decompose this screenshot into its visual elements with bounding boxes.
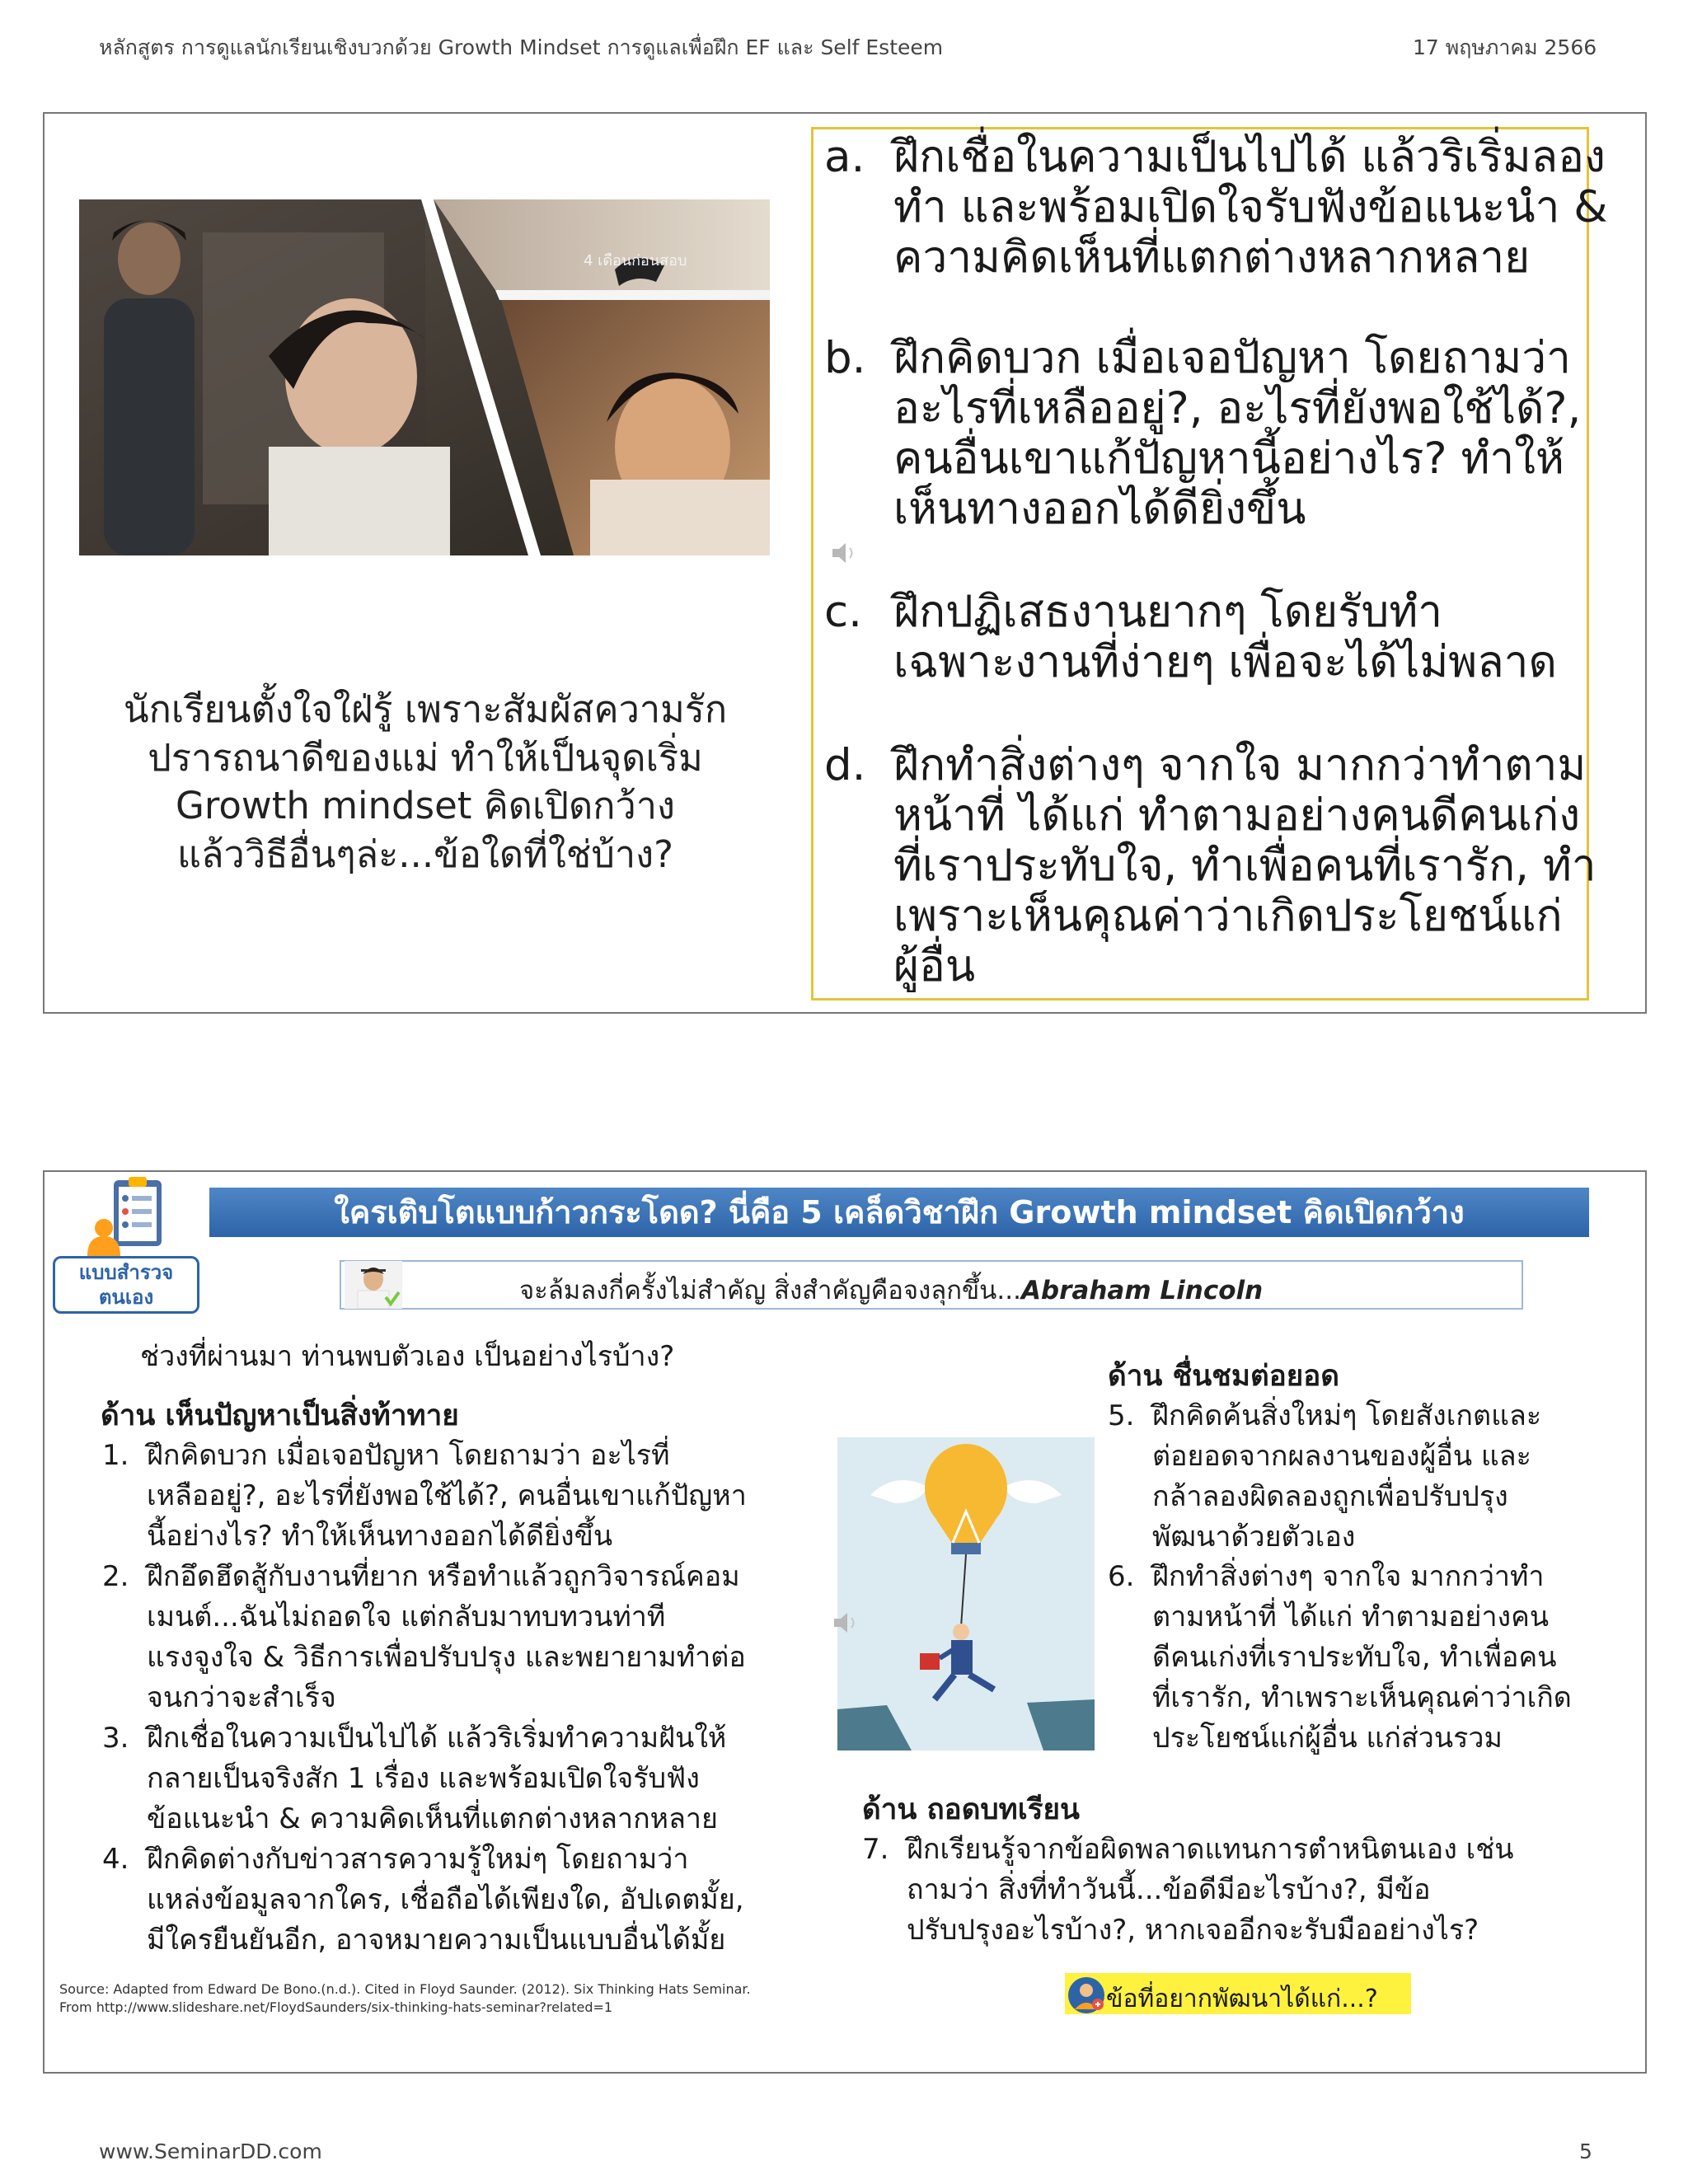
- quote-text: [519, 1269, 1263, 1310]
- item-3: [102, 1718, 844, 1840]
- item-number: 7.: [862, 1833, 889, 1866]
- item-line: ฝึกคิดบวก เมื่อเจอปัญหา โดยถามว่า อะไรที่: [147, 1439, 670, 1472]
- caption-line: นักเรียนตั้งใจใฝ่รู้ เพราะสัมผัสความรัก: [123, 687, 728, 731]
- intro-question: ช่วงที่ผ่านมา ท่านพบตัวเอง เป็นอย่างไรบ้าง?: [140, 1340, 675, 1373]
- item-line: ที่เรารัก, ทำเพราะเห็นคุณค่าว่าเกิด: [1152, 1681, 1572, 1714]
- option-label: b.: [824, 333, 866, 383]
- item-line: ฝึกคิดต่างกับข่าวสารความรู้ใหม่ๆ โดยถามว่า: [147, 1843, 689, 1876]
- item-line: จนกว่าจะสำเร็จ: [147, 1681, 336, 1714]
- item-line: ฝึกทำสิ่งต่างๆ จากใจ มากกว่าทำ: [1152, 1560, 1545, 1593]
- option-text: ที่เราประทับใจ, ทำเพื่อคนที่เรารัก, ทำ: [893, 841, 1597, 891]
- quote-author: Abraham Lincoln: [1020, 1276, 1264, 1305]
- option-text: คนอื่นเขาแก้ปัญหานี้อย่างไร? ทำให้: [893, 434, 1564, 484]
- option-text: เฉพาะงานที่ง่ายๆ เพื่อจะได้ไม่พลาด: [893, 637, 1557, 687]
- item-line: นี้อย่างไร? ทำให้เห็นทางออกได้ดียิ่งขึ้น: [147, 1520, 613, 1553]
- quote-body: จะล้มลงกี่ครั้งไม่สำคัญ สิ่งสำคัญคือจงลุกขึ้น...: [519, 1276, 1021, 1305]
- option-text: อะไรที่เหลืออยู่?, อะไรที่ยังพอใช้ได้?,: [893, 383, 1582, 434]
- header-date: 17 พฤษภาคม 2566: [1413, 35, 1597, 59]
- option-label: d.: [824, 740, 866, 790]
- option-text: เห็นทางออกได้ดียิ่งขึ้น: [893, 484, 1306, 534]
- option-text: ฝึกคิดบวก เมื่อเจอปัญหา โดยถามว่า: [893, 333, 1571, 383]
- video-collage-image: [79, 199, 770, 555]
- slide2-banner: ใครเติบโตแบบก้าวกระโดด? นี่คือ 5 เคล็ดวิชาฝึก Growth mindset คิดเปิดกว้าง: [209, 1188, 1589, 1237]
- page-number: 5: [1579, 2139, 1592, 2163]
- item-5: [1108, 1396, 1635, 1558]
- category-challenge: ด้าน เห็นปัญหาเป็นสิ่งท้าทาย: [101, 1399, 459, 1432]
- survey-label-line: ตนเอง: [98, 1286, 154, 1309]
- caption-line: Growth mindset คิดเปิดกว้าง: [176, 784, 675, 827]
- source-link[interactable]: From http://www.slideshare.net/FloydSaunders/six-thinking-hats-seminar?related=1: [59, 1999, 613, 2015]
- speaker-icon[interactable]: [832, 1610, 860, 1638]
- survey-label-line: แบบสำรวจ: [78, 1261, 174, 1284]
- item-number: 2.: [102, 1560, 129, 1593]
- person-avatar-icon: [1065, 1975, 1108, 2019]
- option-text: ผู้อื่น: [893, 941, 976, 991]
- item-line: แหล่งข้อมูลจากใคร, เชื่อถือได้เพียงใด, อัปเดตมั้ย,: [147, 1883, 744, 1916]
- option-text: เพราะเห็นคุณค่าว่าเกิดประโยชน์แก่: [893, 891, 1563, 941]
- item-line: ประโยชน์แก่ผู้อื่น แก่ส่วนรวม: [1152, 1722, 1503, 1755]
- option-label: c.: [824, 587, 862, 637]
- item-7: [862, 1830, 1637, 1951]
- item-line: กลายเป็นจริงสัก 1 เรื่อง และพร้อมเปิดใจรับฟัง: [147, 1762, 700, 1795]
- option-text: ฝึกปฏิเสธงานยากๆ โดยรับทำ: [893, 587, 1443, 637]
- option-label: a.: [824, 132, 865, 182]
- option-text: หน้าที่ ได้แก่ ทำตามอย่างคนดีคนเก่ง: [893, 790, 1581, 841]
- item-line: ต่อยอดจากผลงานของผู้อื่น และ: [1152, 1440, 1531, 1473]
- develop-prompt-text: ข้อที่อยากพัฒนาได้แก่...?: [1106, 1985, 1378, 2013]
- item-line: ข้อแนะนำ & ความคิดเห็นที่แตกต่างหลากหลาย: [147, 1802, 718, 1835]
- overlay-text: 4 เดือนก่อนสอบ: [584, 252, 687, 269]
- category-admire: ด้าน ชื่นชมต่อยอด: [1108, 1360, 1340, 1393]
- item-6: [1108, 1557, 1635, 1759]
- caption-line: ปรารถนาดีของแม่ ทำให้เป็นจุดเริ่ม: [148, 735, 703, 780]
- item-2: [102, 1557, 844, 1718]
- category-lesson: ด้าน ถอดบทเรียน: [862, 1793, 1080, 1826]
- source-citation: Source: Adapted from Edward De Bono.(n.d.). Cited in Floyd Saunder. (2012). Six Thinking Hats Seminar.: [59, 1981, 751, 1997]
- option-text: ฝึกเชื่อในความเป็นไปได้ แล้วริเริ่มลอง: [893, 132, 1606, 182]
- video-thumbnail[interactable]: [79, 199, 770, 555]
- option-text: ทำ และพร้อมเปิดใจรับฟังข้อแนะนำ &: [893, 182, 1608, 232]
- item-line: เหลืออยู่?, อะไรที่ยังพอใช้ได้?, คนอื่นเขาแก้ปัญหา: [147, 1479, 747, 1512]
- item-number: 5.: [1108, 1399, 1135, 1432]
- balloon-illustration: [837, 1437, 1095, 1750]
- item-line: มีใครยืนยันอีก, อาจหมายความเป็นแบบอื่นได้มั้ย: [147, 1924, 726, 1957]
- slide1-caption: [54, 686, 796, 879]
- item-1: [102, 1436, 844, 1557]
- item-line: ฝึกเรียนรู้จากข้อผิดพลาดแทนการตำหนิตนเอง เช่น: [907, 1833, 1514, 1866]
- item-4: [102, 1840, 844, 1961]
- survey-label: [53, 1256, 199, 1314]
- lincoln-portrait-icon: [345, 1261, 402, 1312]
- footer-site[interactable]: www.SeminarDD.com: [99, 2139, 322, 2163]
- course-header: หลักสูตร การดูแลนักเรียนเชิงบวกด้วย Growth Mindset การดูแลเพื่อฝึก EF และ Self Esteem: [99, 35, 944, 59]
- item-number: 4.: [102, 1843, 129, 1876]
- item-line: เมนต์...ฉันไม่ถอดใจ แต่กลับมาทบทวนท่าที: [147, 1601, 666, 1633]
- item-line: ฝึกอึดฮึดสู้กับงานที่ยาก หรือทำแล้วถูกวิจารณ์คอม: [147, 1560, 740, 1593]
- item-line: ฝึกคิดค้นสิ่งใหม่ๆ โดยสังเกตและ: [1152, 1399, 1542, 1432]
- survey-clipboard-icon: [86, 1177, 165, 1259]
- item-line: ฝึกเชื่อในความเป็นไปได้ แล้วริเริ่มทำความฝันให้: [147, 1722, 727, 1755]
- item-line: ปรับปรุงอะไรบ้าง?, หากเจออีกจะรับมืออย่างไร?: [907, 1914, 1479, 1947]
- item-line: พัฒนาด้วยตัวเอง: [1152, 1521, 1356, 1554]
- speaker-icon[interactable]: [831, 541, 859, 569]
- item-line: ตามหน้าที่ ได้แก่ ทำตามอย่างคน: [1152, 1601, 1550, 1633]
- item-line: ถามว่า สิ่งที่ทำวันนี้...ข้อดีมีอะไรบ้าง?, มีข้อ: [907, 1873, 1431, 1906]
- item-number: 6.: [1108, 1560, 1135, 1593]
- item-number: 3.: [102, 1722, 129, 1755]
- item-number: 1.: [102, 1439, 129, 1472]
- option-text: ฝึกทำสิ่งต่างๆ จากใจ มากกว่าทำตาม: [893, 740, 1587, 790]
- item-line: แรงจูงใจ & วิธีการเพื่อปรับปรุง และพยายามทำต่อ: [147, 1641, 746, 1674]
- item-line: ดีคนเก่งที่เราประทับใจ, ทำเพื่อคน: [1152, 1641, 1557, 1674]
- item-line: กล้าลองผิดลองถูกเพื่อปรับปรุง: [1152, 1480, 1508, 1513]
- caption-line: แล้ววิธีอื่นๆล่ะ...ข้อใดที่ใช่บ้าง?: [176, 832, 674, 876]
- option-text: ความคิดเห็นที่แตกต่างหลากหลาย: [893, 232, 1531, 283]
